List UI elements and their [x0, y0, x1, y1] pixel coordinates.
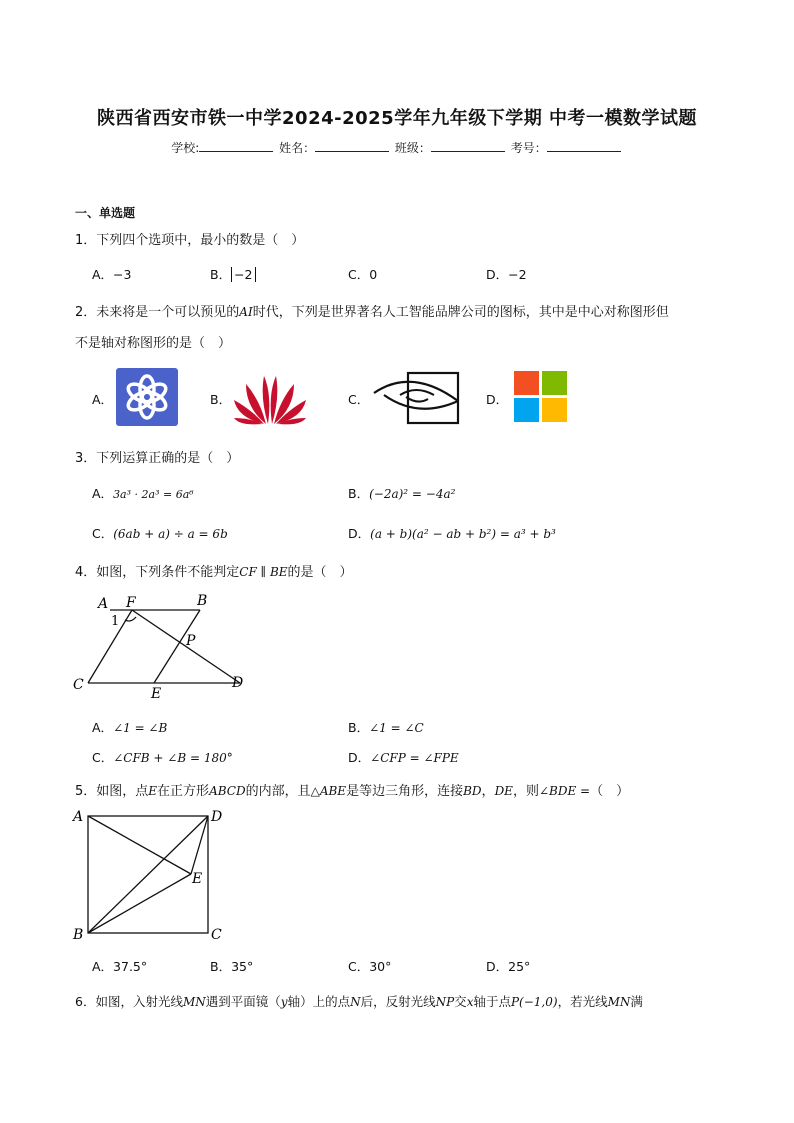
- name-label: 姓名：: [279, 141, 316, 155]
- q2-stem-line2: 不是轴对称图形的是（ ）: [75, 336, 232, 351]
- q3-option-d[interactable]: [348, 524, 556, 542]
- q5-stem: [75, 780, 629, 799]
- q6-stem-mn2: MN: [607, 995, 631, 1009]
- q4-option-c-expr: ∠CFB + ∠B = 180°: [113, 751, 233, 765]
- eye-square-logo-icon: [372, 371, 462, 427]
- q1-option-a[interactable]: A．−3: [92, 267, 132, 282]
- exam-no-label: 考号：: [510, 141, 547, 155]
- q2-stem-part1: 2．未来将是一个可以预见的: [75, 305, 240, 320]
- q4-line-fc: [88, 610, 132, 683]
- student-info-line: [0, 139, 794, 156]
- q6-stem: [75, 992, 643, 1010]
- q6-stem-x: x: [466, 995, 474, 1009]
- q6-stem-part3: 轴）上的点: [287, 994, 351, 1009]
- q1-option-d[interactable]: D．−2: [486, 267, 527, 282]
- q5-option-c[interactable]: C．30°: [348, 959, 392, 974]
- q6-stem-part4: 后，反射光线: [360, 994, 436, 1009]
- q2-option-c-label[interactable]: C．: [348, 392, 370, 407]
- q5-label-b: B: [73, 927, 84, 943]
- q4-option-c[interactable]: [92, 748, 233, 766]
- q4-label-1: 1: [111, 614, 120, 629]
- q5-option-b[interactable]: B．35°: [210, 959, 254, 974]
- q4-option-c-prefix: C．: [92, 750, 114, 765]
- q6-stem-part6: 轴于点: [473, 994, 511, 1009]
- microsoft-logo-icon: [514, 371, 568, 423]
- q4-label-d: D: [232, 675, 244, 691]
- q6-stem-part5: 交: [454, 994, 467, 1009]
- class-blank[interactable]: [431, 139, 505, 152]
- q4-stem-part1: 4．如图，下列条件不能判定: [75, 565, 240, 580]
- q4-stem-math: CF ∥ BE: [239, 565, 288, 579]
- q4-option-d-prefix: D．: [348, 750, 371, 765]
- q5-stem-abcd: ABCD: [209, 784, 246, 798]
- q4-label-e: E: [151, 686, 162, 702]
- q5-stem-part3: 的内部，且: [245, 784, 311, 799]
- q5-label-d: D: [211, 809, 223, 825]
- q5-stem-triangle: △ABE: [310, 784, 347, 798]
- q4-label-a: A: [98, 596, 109, 612]
- q3-option-b-expr: (−2a)² = −4a²: [369, 487, 456, 501]
- exam-no-blank[interactable]: [547, 139, 621, 152]
- huawei-logo-icon: [234, 372, 306, 426]
- q5-stem-de: DE: [494, 784, 513, 798]
- q3-option-d-expr: (a + b)(a² − ab + b²) = a³ + b³: [370, 527, 556, 541]
- q4-option-a[interactable]: [92, 718, 167, 736]
- q3-stem: 3．下列运算正确的是（ ）: [75, 451, 240, 466]
- q2-option-b-label[interactable]: B．: [210, 392, 232, 407]
- q3-option-a-prefix: A．: [92, 486, 114, 501]
- q2-option-d-label[interactable]: D．: [486, 392, 509, 407]
- q2-stem-line1: [75, 301, 669, 320]
- q5-option-d[interactable]: D．25°: [486, 959, 531, 974]
- q4-label-b: B: [197, 593, 208, 609]
- q4-option-b-expr: ∠1 = ∠C: [369, 721, 424, 735]
- q5-stem-part7: （ ）: [590, 784, 630, 799]
- q4-stem-part2: 的是（ ）: [287, 565, 353, 580]
- q1-option-b[interactable]: [210, 265, 256, 283]
- q4-option-d[interactable]: [348, 748, 459, 766]
- q4-stem: [75, 561, 353, 580]
- class-label: 班级：: [394, 141, 431, 155]
- q1-option-b-prefix: B．: [210, 267, 232, 282]
- q1-option-c[interactable]: C．0: [348, 267, 378, 282]
- q6-stem-part8: 满: [630, 994, 643, 1009]
- q2-option-a-label[interactable]: A．: [92, 392, 114, 407]
- q5-figure: [70, 806, 240, 946]
- q5-line-ae: [88, 816, 191, 874]
- openai-logo-icon: [116, 368, 178, 426]
- q5-stem-part6: ，则: [512, 784, 539, 799]
- q3-option-b-prefix: B．: [348, 486, 370, 501]
- school-blank[interactable]: [199, 139, 273, 152]
- q2-stem-ai: AI: [239, 305, 253, 319]
- q5-stem-part5: ，: [481, 784, 495, 799]
- q6-stem-np: NP: [435, 995, 455, 1009]
- q3-option-c-expr: (6ab + a) ÷ a = 6b: [113, 527, 228, 541]
- q4-label-p: P: [186, 633, 196, 649]
- q3-option-d-prefix: D．: [348, 526, 371, 541]
- q5-stem-bd: BD: [463, 784, 482, 798]
- q5-stem-part1: 5．如图，点: [75, 784, 149, 799]
- q3-option-b[interactable]: [348, 484, 455, 502]
- q5-label-a: A: [73, 809, 84, 825]
- q4-label-f: F: [126, 595, 136, 611]
- q4-option-d-expr: ∠CFP = ∠FPE: [370, 751, 459, 765]
- q6-stem-part7: ，若光线: [557, 994, 608, 1009]
- q4-option-a-prefix: A．: [92, 720, 114, 735]
- exam-title: 陕西省西安市铁一中学2024-2025学年九年级下学期 中考一模数学试题: [97, 108, 697, 129]
- q5-label-c: C: [211, 927, 222, 943]
- q6-stem-part2: 遇到平面镜（: [205, 994, 281, 1009]
- q6-stem-part1: 6．如图，入射光线: [75, 994, 183, 1009]
- q3-option-a-expr: 3a³ · 2a³ = 6a⁶: [113, 488, 194, 501]
- q4-option-b[interactable]: [348, 718, 424, 736]
- ms-square-red: [514, 371, 539, 395]
- q4-figure: [70, 590, 260, 702]
- ms-square-blue: [514, 398, 539, 422]
- q1-stem: 1．下列四个选项中，最小的数是（ ）: [75, 233, 305, 248]
- q3-option-c[interactable]: [92, 524, 228, 542]
- section-title: 一、单选题: [75, 206, 136, 220]
- ms-square-yellow: [542, 398, 567, 422]
- q6-stem-n: N: [350, 995, 361, 1009]
- ms-square-green: [542, 371, 567, 395]
- q2-stem-part2: 时代，下列是世界著名人工智能品牌公司的图标，其中是中心对称图形但: [252, 305, 669, 320]
- q3-option-a[interactable]: [92, 484, 194, 502]
- school-label: 学校:: [171, 141, 200, 155]
- q5-stem-part2: 在正方形: [157, 784, 210, 799]
- q5-label-e: E: [192, 871, 203, 887]
- q6-stem-p: P(−1,0): [510, 995, 558, 1009]
- q4-option-b-prefix: B．: [348, 720, 370, 735]
- q6-stem-y: y: [280, 995, 288, 1009]
- q4-label-c: C: [73, 677, 84, 693]
- q1-option-b-abs: −2: [231, 267, 255, 282]
- q5-stem-e: E: [148, 784, 158, 798]
- q3-option-c-prefix: C．: [92, 526, 114, 541]
- q5-stem-part4: 是等边三角形，连接: [346, 784, 464, 799]
- name-blank[interactable]: [315, 139, 389, 152]
- q6-stem-mn: MN: [182, 995, 206, 1009]
- q5-stem-angle: ∠BDE =: [538, 784, 591, 798]
- q4-option-a-expr: ∠1 = ∠B: [113, 721, 168, 735]
- q5-option-a[interactable]: A．37.5°: [92, 959, 148, 974]
